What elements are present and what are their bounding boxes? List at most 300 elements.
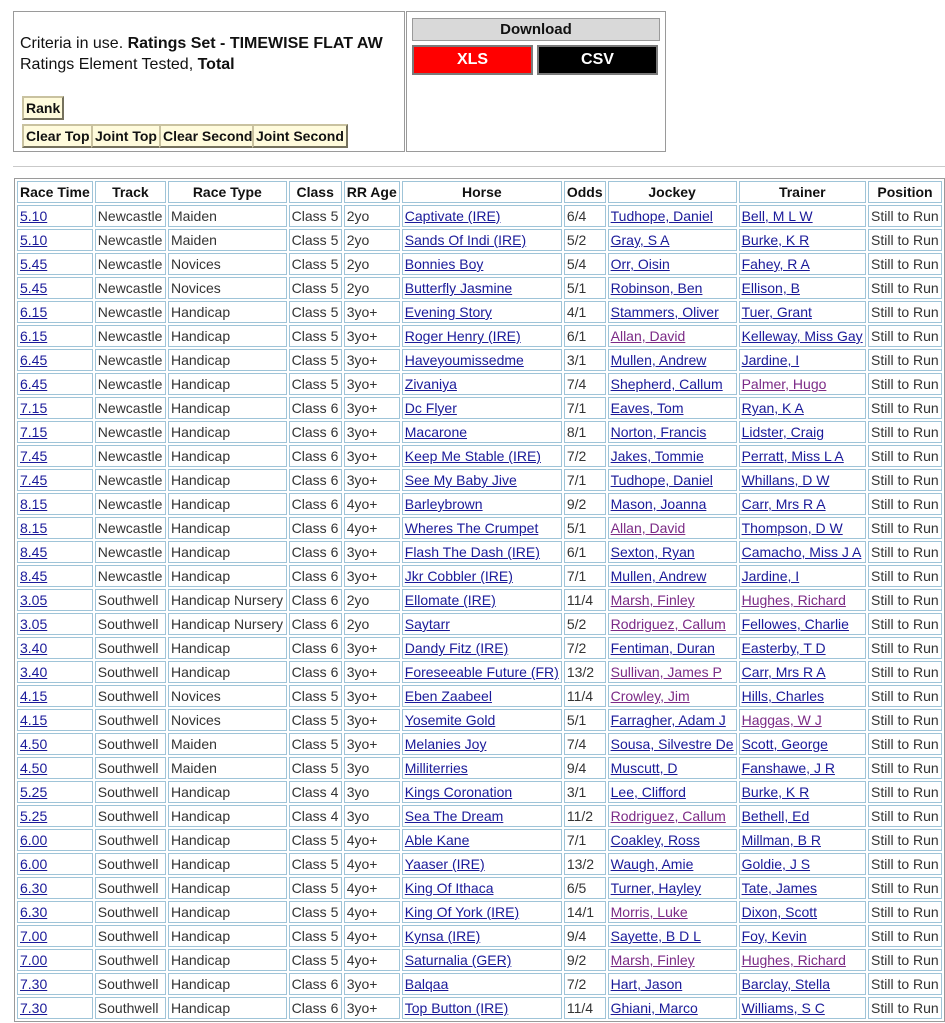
race-time-link[interactable]: 6.45 [20,376,48,392]
race-time-link[interactable]: 5.25 [20,808,48,824]
criteria-ratings-set [20,35,383,53]
race-time-link[interactable]: 6.30 [20,880,48,896]
horse-link[interactable]: Bonnies Boy [404,256,484,272]
class-cell: Class 4 [289,781,342,803]
time-cell [17,397,93,419]
jockey-link[interactable]: Lee, Clifford [610,784,686,800]
jockey-link[interactable]: Sousa, Silvestre De [610,736,734,752]
trainer-link[interactable]: Foy, Kevin [741,928,807,944]
jockey-cell [608,469,737,491]
horse-link[interactable]: Saturnalia (GER) [404,952,512,968]
age-cell: 3yo+ [344,973,400,995]
race-time-link[interactable]: 7.30 [20,976,48,992]
class-cell: Class 5 [289,229,342,251]
odds-cell: 11/2 [564,805,606,827]
horse-link[interactable]: Flash The Dash (IRE) [404,544,540,560]
race-type-cell: Handicap [168,493,287,515]
race-time-link[interactable]: 3.40 [20,640,48,656]
trainer-cell [739,805,866,827]
jockey-link[interactable]: Jakes, Tommie [610,448,704,464]
trainer-cell [739,877,866,899]
class-cell: Class 5 [289,925,342,947]
table-row [17,517,942,539]
race-time-link[interactable]: 4.15 [20,688,48,704]
track-cell: Southwell [95,949,166,971]
trainer-link[interactable]: Kelleway, Miss Gay [741,328,863,344]
horse-link[interactable]: See My Baby Jive [404,472,517,488]
horse-cell [402,877,562,899]
race-time-link[interactable]: 5.45 [20,256,48,272]
time-cell [17,997,93,1019]
age-cell: 3yo+ [344,325,400,347]
table-row [17,757,942,779]
track-cell: Newcastle [95,565,166,587]
horse-link[interactable]: Kynsa (IRE) [404,928,481,944]
horse-link[interactable]: King Of Ithaca [404,880,494,896]
horse-link[interactable]: Kings Coronation [404,784,513,800]
jockey-link[interactable]: Turner, Hayley [610,880,702,896]
class-cell: Class 5 [289,277,342,299]
jockey-cell [608,325,737,347]
horse-link[interactable]: Evening Story [404,304,492,320]
position-cell: Still to Run [868,709,942,731]
horse-cell [402,853,562,875]
horse-cell [402,661,562,683]
table-row [17,637,942,659]
race-time-link[interactable]: 6.30 [20,904,48,920]
race-type-cell: Handicap [168,901,287,923]
position-cell: Still to Run [868,349,942,371]
position-cell: Still to Run [868,325,942,347]
horse-link[interactable]: Jkr Cobbler (IRE) [404,568,513,584]
trainer-link[interactable]: Haggas, W J [741,712,822,728]
jockey-link[interactable]: Marsh, Finley [610,952,695,968]
horse-link[interactable]: Saytarr [404,616,450,632]
race-type-cell: Handicap [168,661,287,683]
clear-second-button[interactable]: Clear Second [159,124,256,148]
race-type-cell: Maiden [168,757,287,779]
trainer-link[interactable]: Bethell, Ed [741,808,810,824]
horse-link[interactable]: Melanies Joy [404,736,487,752]
horse-cell [402,997,562,1019]
criteria-value: Ratings Set - TIMEWISE FLAT AW [127,35,383,52]
race-type-cell: Handicap [168,445,287,467]
track-cell: Southwell [95,637,166,659]
trainer-link[interactable]: Fahey, R A [741,256,810,272]
trainer-link[interactable]: Dixon, Scott [741,904,818,920]
race-time-link[interactable]: 3.05 [20,616,48,632]
position-cell: Still to Run [868,829,942,851]
race-time-link[interactable]: 7.00 [20,928,48,944]
table-row [17,973,942,995]
horse-cell [402,637,562,659]
trainer-cell [739,541,866,563]
horse-link[interactable]: Foreseeable Future (FR) [404,664,559,680]
table-row [17,373,942,395]
race-time-link[interactable]: 5.45 [20,280,48,296]
age-cell: 3yo [344,757,400,779]
trainer-cell [739,421,866,443]
jockey-link[interactable]: Fentiman, Duran [610,640,715,656]
jockey-link[interactable]: Allan, David [610,520,686,536]
trainer-link[interactable]: Thompson, D W [741,520,843,536]
horse-link[interactable]: Butterfly Jasmine [404,280,513,296]
joint-top-button[interactable]: Joint Top [91,124,161,148]
horse-cell [402,829,562,851]
class-cell: Class 4 [289,805,342,827]
age-cell: 2yo [344,277,400,299]
trainer-link[interactable]: Fanshawe, J R [741,760,835,776]
race-time-link[interactable]: 7.15 [20,400,48,416]
race-type-cell: Handicap [168,805,287,827]
trainer-link[interactable]: Ellison, B [741,280,800,296]
horse-link[interactable]: Ellomate (IRE) [404,592,496,608]
jockey-link[interactable]: Waugh, Amie [610,856,694,872]
trainer-link[interactable]: Hughes, Richard [741,952,846,968]
race-time-link[interactable]: 7.00 [20,952,48,968]
jockey-link[interactable]: Farragher, Adam J [610,712,726,728]
trainer-link[interactable]: Scott, George [741,736,828,752]
jockey-cell [608,637,737,659]
odds-cell: 9/4 [564,925,606,947]
race-time-link[interactable]: 7.45 [20,448,48,464]
jockey-cell [608,661,737,683]
trainer-cell [739,517,866,539]
table-row [17,325,942,347]
horse-link[interactable]: King Of York (IRE) [404,904,520,920]
race-time-link[interactable]: 5.10 [20,232,48,248]
table-row [17,349,942,371]
horse-cell [402,277,562,299]
jockey-link[interactable]: Sullivan, James P [610,664,722,680]
jockey-link[interactable]: Shepherd, Callum [610,376,723,392]
age-cell: 3yo+ [344,421,400,443]
trainer-link[interactable]: Carr, Mrs R A [741,496,826,512]
jockey-link[interactable]: Coakley, Ross [610,832,700,848]
jockey-link[interactable]: Gray, S A [610,232,670,248]
horse-link[interactable]: Sands Of Indi (IRE) [404,232,527,248]
track-cell: Southwell [95,877,166,899]
jockey-link[interactable]: Mason, Joanna [610,496,707,512]
jockey-cell [608,277,737,299]
odds-cell: 5/2 [564,613,606,635]
age-cell: 3yo+ [344,397,400,419]
jockey-link[interactable]: Rodriguez, Callum [610,616,726,632]
race-time-link[interactable]: 5.10 [20,208,48,224]
time-cell [17,709,93,731]
jockey-link[interactable]: Rodriguez, Callum [610,808,726,824]
odds-cell: 5/1 [564,277,606,299]
table-row [17,589,942,611]
race-time-link[interactable]: 8.45 [20,544,48,560]
class-cell: Class 6 [289,565,342,587]
race-type-cell: Novices [168,277,287,299]
position-cell: Still to Run [868,517,942,539]
race-time-link[interactable]: 3.40 [20,664,48,680]
class-cell: Class 6 [289,397,342,419]
jockey-cell [608,205,737,227]
class-cell: Class 6 [289,541,342,563]
odds-cell: 5/1 [564,517,606,539]
jockey-link[interactable]: Tudhope, Daniel [610,472,713,488]
race-time-link[interactable]: 7.45 [20,472,48,488]
jockey-link[interactable]: Hart, Jason [610,976,683,992]
trainer-link[interactable]: Palmer, Hugo [741,376,827,392]
trainer-cell [739,997,866,1019]
race-time-link[interactable]: 5.25 [20,784,48,800]
race-type-cell: Handicap [168,949,287,971]
race-time-link[interactable]: 8.15 [20,520,48,536]
trainer-cell [739,301,866,323]
odds-cell: 7/1 [564,565,606,587]
race-type-cell: Handicap [168,373,287,395]
trainer-cell [739,781,866,803]
race-type-cell: Handicap [168,541,287,563]
trainer-link[interactable]: Carr, Mrs R A [741,664,826,680]
odds-cell: 7/1 [564,397,606,419]
trainer-link[interactable]: Camacho, Miss J A [741,544,862,560]
position-cell: Still to Run [868,925,942,947]
jockey-link[interactable]: Marsh, Finley [610,592,695,608]
trainer-link[interactable]: Williams, S C [741,1000,825,1016]
horse-cell [402,205,562,227]
trainer-link[interactable]: Ryan, K A [741,400,804,416]
xls-download-button[interactable]: XLS [412,45,533,75]
time-cell [17,421,93,443]
trainer-link[interactable]: Tate, James [741,880,818,896]
clear-top-button[interactable]: Clear Top [22,124,94,148]
track-cell: Southwell [95,901,166,923]
trainer-cell [739,829,866,851]
trainer-link[interactable]: Perratt, Miss L A [741,448,844,464]
table-row [17,925,942,947]
joint-second-button[interactable]: Joint Second [252,124,348,148]
table-row [17,901,942,923]
jockey-link[interactable]: Sayette, B D L [610,928,701,944]
time-cell [17,445,93,467]
class-cell: Class 5 [289,205,342,227]
horse-link[interactable]: Top Button (IRE) [404,1000,509,1016]
race-time-link[interactable]: 6.15 [20,328,48,344]
table-row [17,421,942,443]
time-cell [17,853,93,875]
class-cell: Class 6 [289,973,342,995]
odds-cell: 6/1 [564,325,606,347]
track-cell: Newcastle [95,349,166,371]
trainer-link[interactable]: Lidster, Craig [741,424,825,440]
age-cell: 3yo [344,781,400,803]
horse-link[interactable]: Captivate (IRE) [404,208,501,224]
table-row [17,277,942,299]
trainer-cell [739,469,866,491]
horse-link[interactable]: Keep Me Stable (IRE) [404,448,541,464]
jockey-link[interactable]: Crowley, Jim [610,688,690,704]
jockey-cell [608,541,737,563]
table-row [17,613,942,635]
race-time-link[interactable]: 3.05 [20,592,48,608]
trainer-link[interactable]: Tuer, Grant [741,304,812,320]
trainer-link[interactable]: Bell, M L W [741,208,813,224]
table-row [17,397,942,419]
table-row [17,877,942,899]
race-time-link[interactable]: 4.15 [20,712,48,728]
position-cell: Still to Run [868,877,942,899]
column-header-track: Track [95,181,166,203]
horse-cell [402,685,562,707]
horse-link[interactable]: Balqaa [404,976,449,992]
class-cell: Class 5 [289,709,342,731]
odds-cell: 5/4 [564,253,606,275]
rank-button[interactable]: Rank [22,96,64,120]
odds-cell: 9/2 [564,493,606,515]
race-time-link[interactable]: 8.15 [20,496,48,512]
horse-link[interactable]: Barleybrown [404,496,483,512]
trainer-link[interactable]: Jardine, I [741,568,800,584]
horse-cell [402,253,562,275]
time-cell [17,301,93,323]
age-cell: 4yo+ [344,925,400,947]
jockey-cell [608,685,737,707]
jockey-cell [608,589,737,611]
trainer-cell [739,397,866,419]
trainer-link[interactable]: Jardine, I [741,352,800,368]
race-time-link[interactable]: 6.00 [20,832,48,848]
results-table-body [17,205,942,1019]
age-cell: 3yo+ [344,445,400,467]
position-cell: Still to Run [868,493,942,515]
trainer-link[interactable]: Hills, Charles [741,688,825,704]
age-cell: 3yo [344,805,400,827]
jockey-link[interactable]: Allan, David [610,328,686,344]
horse-link[interactable]: Eben Zaabeel [404,688,492,704]
horse-cell [402,709,562,731]
criteria-panel [13,11,405,152]
jockey-link[interactable]: Robinson, Ben [610,280,703,296]
trainer-cell [739,853,866,875]
jockey-link[interactable]: Stammers, Oliver [610,304,719,320]
horse-cell [402,781,562,803]
race-type-cell: Handicap [168,421,287,443]
horse-link[interactable]: Yosemite Gold [404,712,496,728]
position-cell: Still to Run [868,421,942,443]
trainer-link[interactable]: Goldie, J S [741,856,811,872]
csv-download-button[interactable]: CSV [537,45,658,75]
jockey-cell [608,781,737,803]
time-cell [17,205,93,227]
time-cell [17,469,93,491]
class-cell: Class 5 [289,325,342,347]
jockey-cell [608,757,737,779]
jockey-link[interactable]: Eaves, Tom [610,400,684,416]
class-cell: Class 6 [289,637,342,659]
track-cell: Newcastle [95,229,166,251]
trainer-cell [739,661,866,683]
horse-link[interactable]: Roger Henry (IRE) [404,328,521,344]
trainer-cell [739,349,866,371]
horse-link[interactable]: Dc Flyer [404,400,457,416]
trainer-link[interactable]: Fellowes, Charlie [741,616,849,632]
track-cell: Southwell [95,589,166,611]
jockey-link[interactable]: Tudhope, Daniel [610,208,713,224]
class-cell: Class 6 [289,613,342,635]
trainer-link[interactable]: Millman, B R [741,832,821,848]
jockey-link[interactable]: Mullen, Andrew [610,352,707,368]
column-header-jockey: Jockey [608,181,737,203]
race-time-link[interactable]: 6.00 [20,856,48,872]
horse-link[interactable]: Macarone [404,424,468,440]
jockey-link[interactable]: Mullen, Andrew [610,568,707,584]
position-cell: Still to Run [868,949,942,971]
jockey-link[interactable]: Orr, Oisin [610,256,670,272]
horse-link[interactable]: Zivaniya [404,376,457,392]
horse-link[interactable]: Wheres The Crumpet [404,520,539,536]
trainer-cell [739,637,866,659]
race-type-cell: Novices [168,685,287,707]
horse-link[interactable]: Able Kane [404,832,470,848]
horse-link[interactable]: Yaaser (IRE) [404,856,485,872]
race-type-cell: Handicap [168,829,287,851]
horse-cell [402,973,562,995]
odds-cell: 7/4 [564,373,606,395]
class-cell: Class 6 [289,493,342,515]
criteria-label: Criteria in use. [20,35,128,52]
horse-link[interactable]: Milliterries [404,760,468,776]
trainer-cell [739,757,866,779]
odds-cell: 5/2 [564,229,606,251]
class-cell: Class 5 [289,373,342,395]
class-cell: Class 6 [289,421,342,443]
race-time-link[interactable]: 7.30 [20,1000,48,1016]
horse-link[interactable]: Dandy Fitz (IRE) [404,640,509,656]
jockey-cell [608,949,737,971]
track-cell: Newcastle [95,253,166,275]
race-time-link[interactable]: 7.15 [20,424,48,440]
horse-link[interactable]: Sea The Dream [404,808,504,824]
position-cell: Still to Run [868,637,942,659]
race-type-cell: Handicap [168,925,287,947]
jockey-link[interactable]: Sexton, Ryan [610,544,695,560]
trainer-link[interactable]: Burke, K R [741,784,810,800]
time-cell [17,589,93,611]
trainer-link[interactable]: Whillans, D W [741,472,830,488]
class-cell: Class 6 [289,469,342,491]
jockey-cell [608,613,737,635]
trainer-link[interactable]: Barclay, Stella [741,976,831,992]
race-time-link[interactable]: 6.45 [20,352,48,368]
class-cell: Class 5 [289,733,342,755]
trainer-cell [739,901,866,923]
race-time-link[interactable]: 8.45 [20,568,48,584]
jockey-cell [608,997,737,1019]
trainer-link[interactable]: Burke, K R [741,232,810,248]
jockey-link[interactable]: Ghiani, Marco [610,1000,698,1016]
trainer-link[interactable]: Easterby, T D [741,640,826,656]
horse-link[interactable]: Haveyoumissedme [404,352,524,368]
table-row [17,781,942,803]
race-time-link[interactable]: 6.15 [20,304,48,320]
track-cell: Southwell [95,973,166,995]
track-cell: Southwell [95,613,166,635]
table-row [17,853,942,875]
race-time-link[interactable]: 4.50 [20,736,48,752]
trainer-cell [739,973,866,995]
jockey-link[interactable]: Muscutt, D [610,760,678,776]
jockey-link[interactable]: Norton, Francis [610,424,707,440]
race-type-cell: Handicap [168,349,287,371]
jockey-link[interactable]: Morris, Luke [610,904,688,920]
race-time-link[interactable]: 4.50 [20,760,48,776]
trainer-link[interactable]: Hughes, Richard [741,592,846,608]
